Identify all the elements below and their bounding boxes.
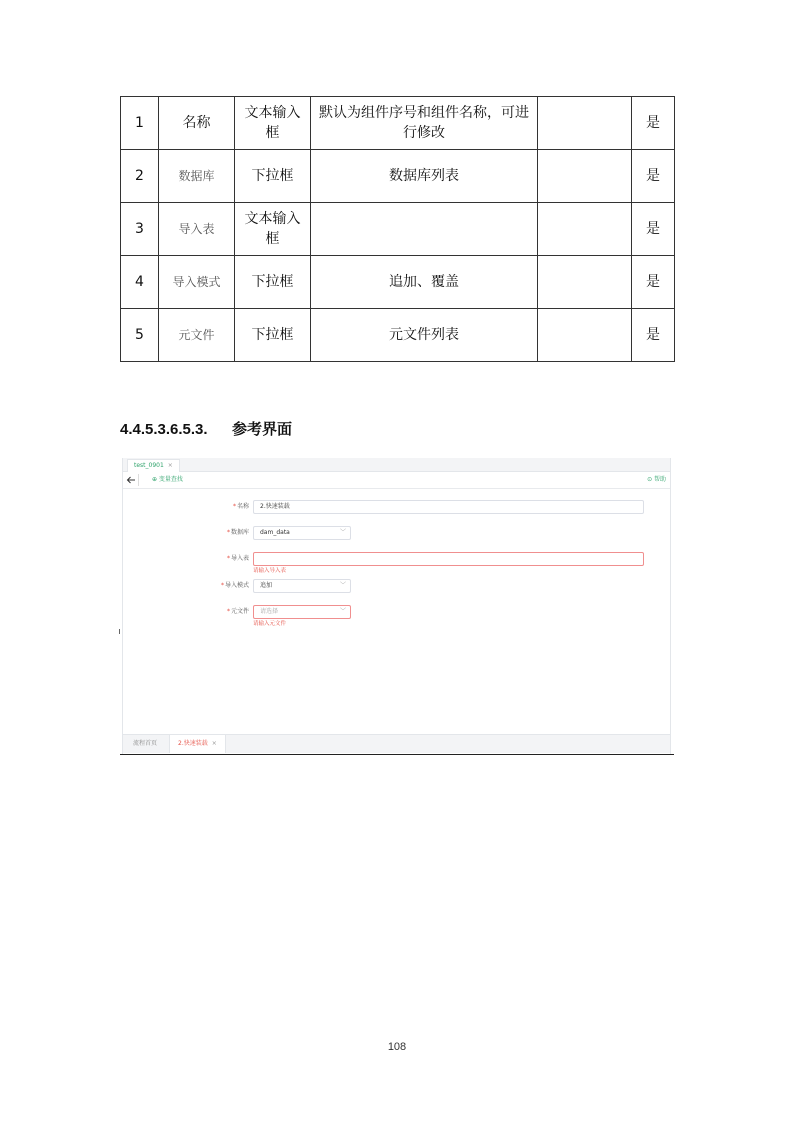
meta-file-select[interactable]: 请选择 ﹀ [253, 605, 351, 619]
table-row [121, 256, 675, 309]
toolbar [123, 472, 670, 489]
form-row-import-table [123, 551, 670, 574]
import-mode-select[interactable]: 追加 ﹀ [253, 579, 351, 593]
row-number: 2 [121, 150, 159, 203]
variable-search-link[interactable]: ⊕ 变量查找 [152, 476, 183, 483]
database-label: *数据库 [226, 529, 249, 536]
field-required: 是 [632, 309, 675, 362]
database-select[interactable]: dam_data ﹀ [253, 526, 351, 540]
bottom-tab-bar [123, 734, 670, 753]
close-icon[interactable]: × [167, 462, 173, 469]
form-row-database [123, 525, 670, 541]
meta-file-error: 请输入元文件 [253, 621, 287, 627]
spec-table [120, 96, 675, 362]
row-number: 3 [121, 203, 159, 256]
field-required: 是 [632, 256, 675, 309]
field-type: 下拉框 [235, 256, 311, 309]
field-type: 下拉框 [235, 309, 311, 362]
top-tab-bar [123, 458, 670, 472]
field-required: 是 [632, 203, 675, 256]
section-title: 参考界面 [232, 421, 293, 438]
field-extra [538, 309, 632, 362]
meta-file-label: *元文件 [226, 608, 249, 615]
row-number: 1 [121, 97, 159, 150]
field-name: 数据库 [159, 150, 235, 203]
field-extra [538, 256, 632, 309]
name-input[interactable]: 2.快速装载 [253, 500, 644, 514]
field-name: 导入模式 [159, 256, 235, 309]
tab-quick-load[interactable]: 2.快速装载 × [169, 735, 226, 753]
page-number: 108 [387, 1041, 407, 1053]
form-row-import-mode [123, 578, 670, 594]
tab-flow-home[interactable]: 流程首页 [133, 740, 158, 747]
help-link[interactable]: ⊙ 帮助 [647, 476, 666, 483]
field-type: 文本输入框 [235, 203, 311, 256]
table-row [121, 309, 675, 362]
table-row [121, 97, 675, 150]
form-row-name [123, 499, 670, 515]
name-label: *名称 [232, 503, 249, 510]
field-extra [538, 97, 632, 150]
section-number: 4.4.5.3.6.5.3. [120, 421, 208, 438]
field-description: 数据库列表 [311, 150, 538, 203]
top-tab[interactable] [127, 459, 180, 472]
form-row-meta-file [123, 604, 670, 627]
field-description: 默认为组件序号和组件名称，可进行修改 [311, 97, 538, 150]
table-row [121, 150, 675, 203]
field-type: 下拉框 [235, 150, 311, 203]
field-name: 导入表 [159, 203, 235, 256]
field-extra [538, 150, 632, 203]
field-description [311, 203, 538, 256]
reference-screenshot [120, 458, 674, 755]
row-number: 5 [121, 309, 159, 362]
section-heading [120, 418, 292, 439]
row-number: 4 [121, 256, 159, 309]
import-table-input[interactable] [253, 552, 644, 566]
field-required: 是 [632, 97, 675, 150]
table-row [121, 203, 675, 256]
field-description: 追加、覆盖 [311, 256, 538, 309]
chevron-down-icon: ﹀ [339, 529, 346, 536]
field-name: 名称 [159, 97, 235, 150]
import-table-label: *导入表 [226, 555, 249, 562]
field-extra [538, 203, 632, 256]
close-icon[interactable]: × [211, 740, 217, 747]
import-mode-label: *导入模式 [220, 582, 249, 589]
field-name: 元文件 [159, 309, 235, 362]
arrow-left-icon[interactable] [126, 473, 138, 486]
field-required: 是 [632, 150, 675, 203]
chevron-down-icon: ﹀ [339, 608, 346, 615]
top-tab-label: test_0901 [134, 462, 164, 469]
chevron-down-icon: ﹀ [339, 582, 346, 589]
toolbar-divider [138, 474, 139, 486]
field-description: 元文件列表 [311, 309, 538, 362]
import-table-error: 请输入导入表 [253, 568, 287, 574]
field-type: 文本输入框 [235, 97, 311, 150]
app-window [122, 458, 671, 754]
